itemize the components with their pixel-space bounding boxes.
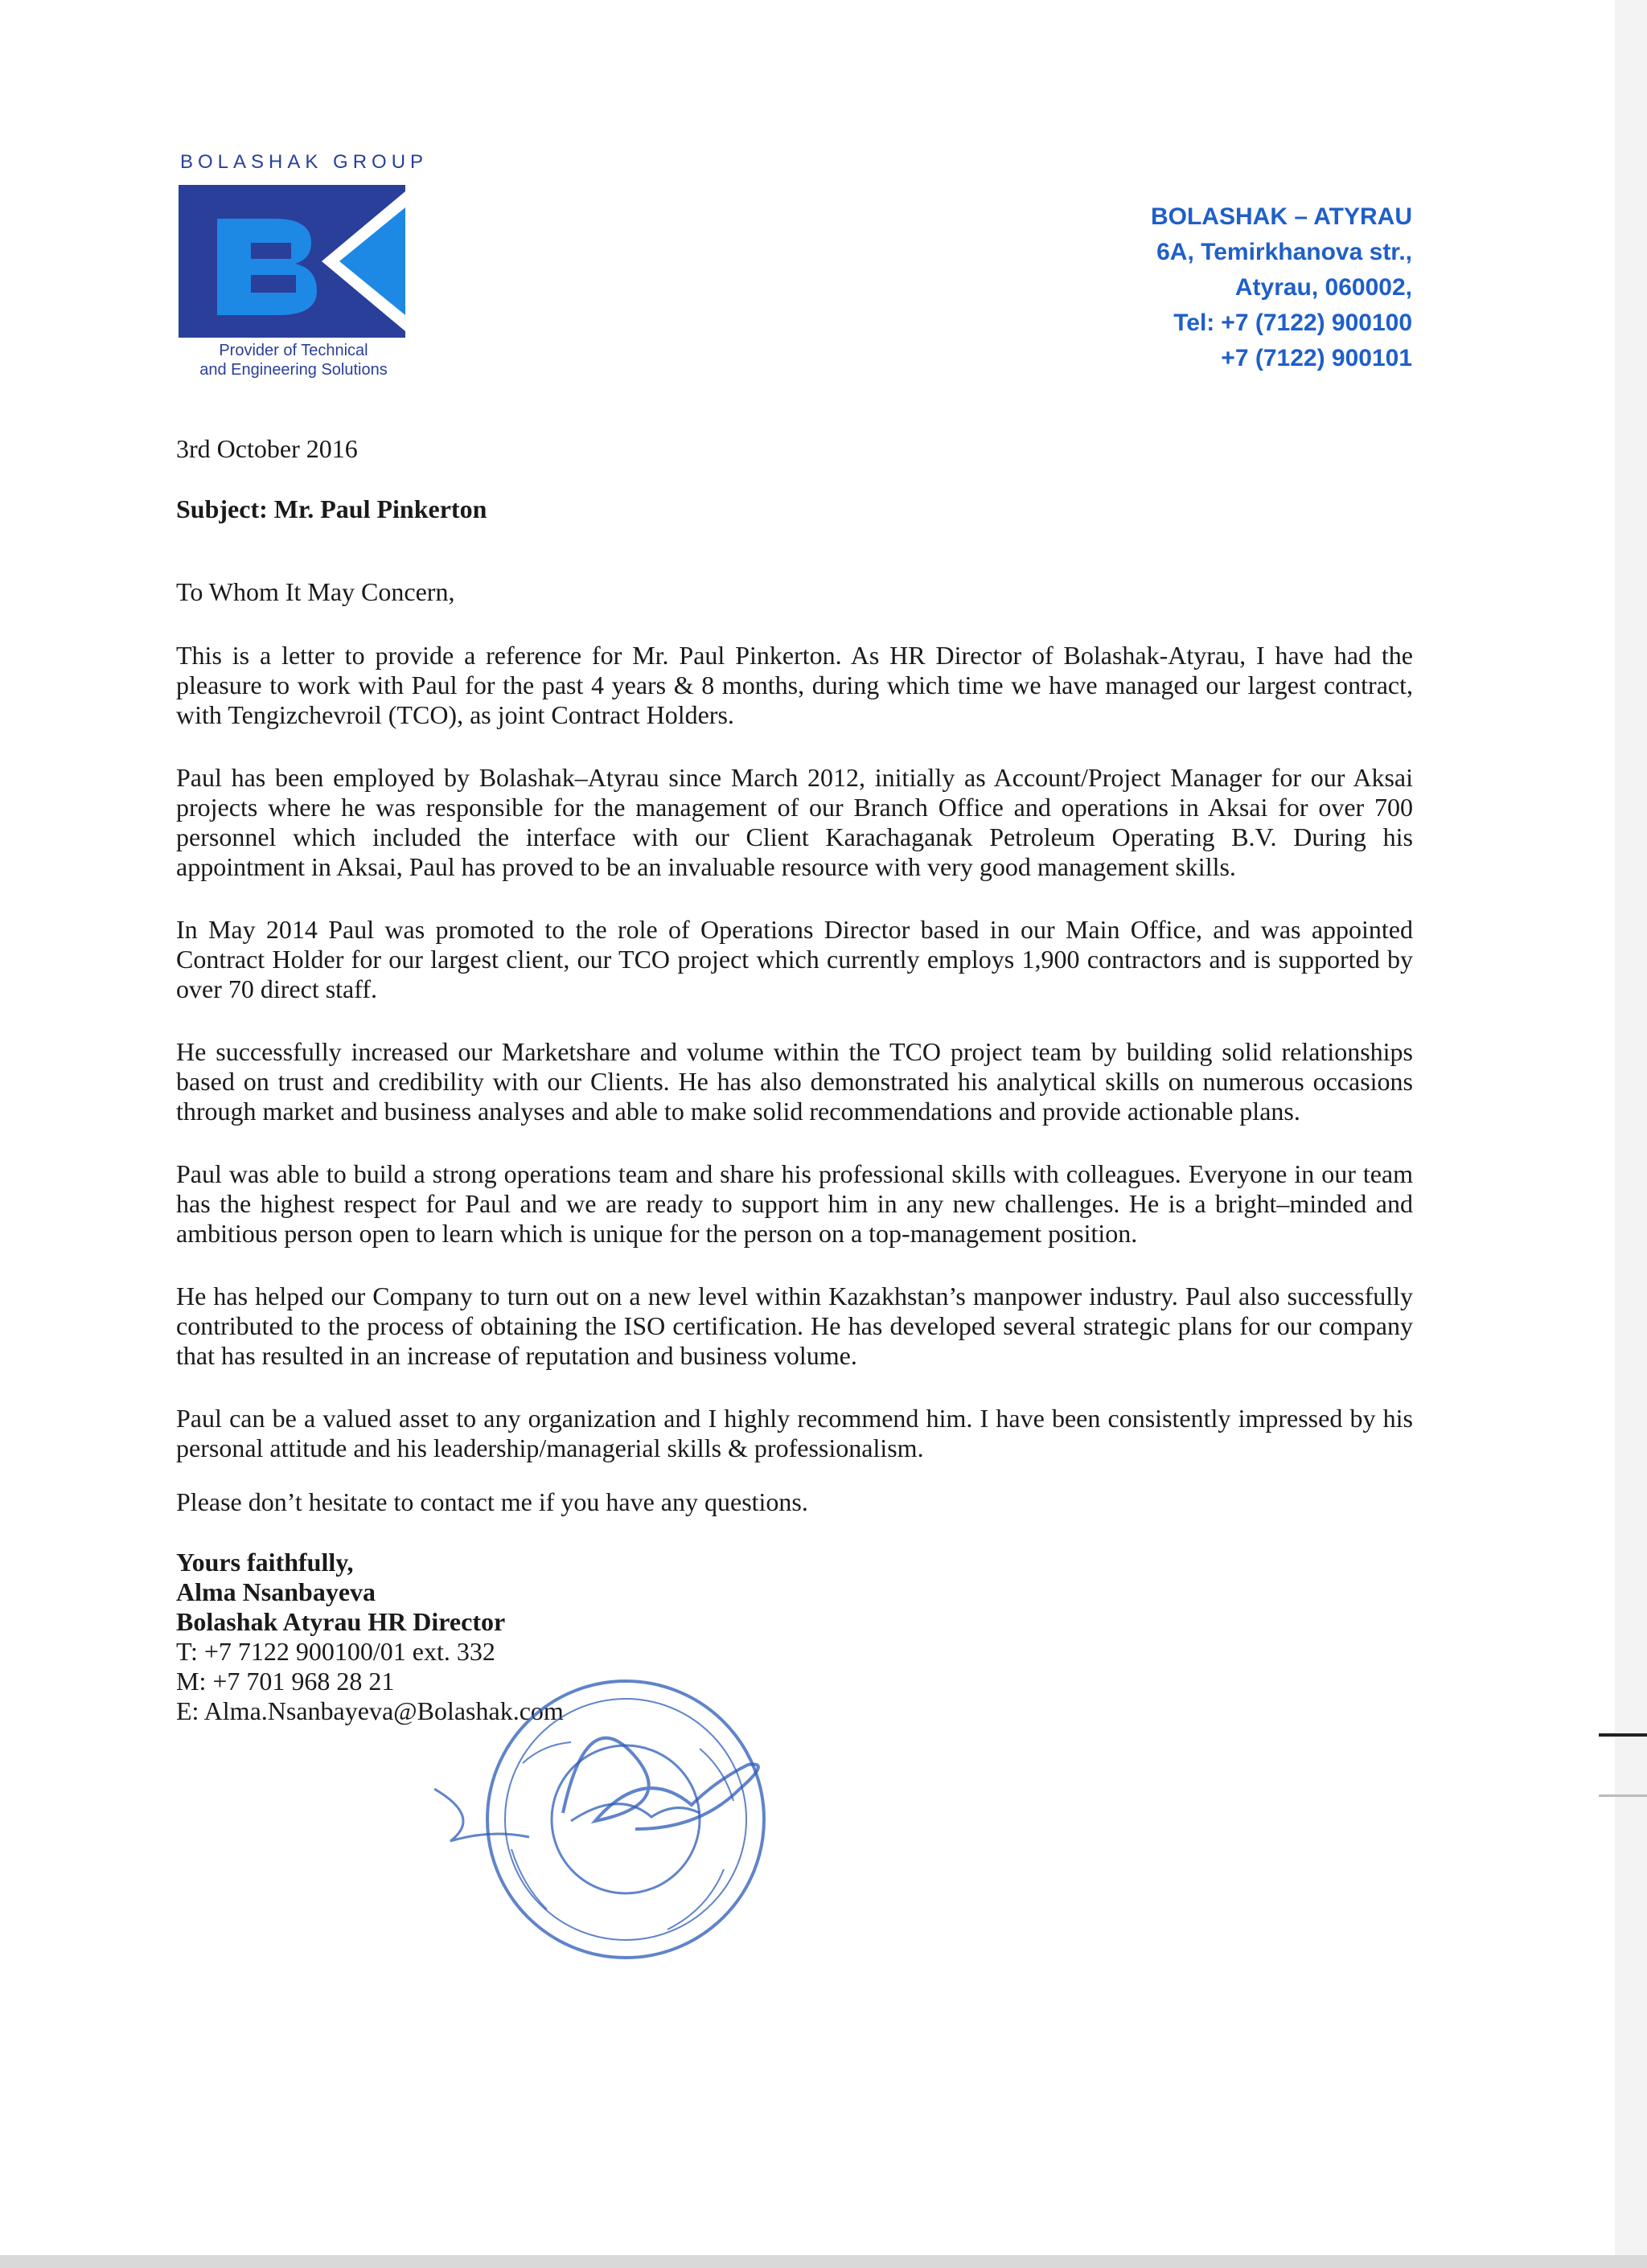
address-tel-label: Tel: [1173,310,1215,336]
address-tel-2: +7 (7122) 900101 [1221,345,1412,371]
closing-question: Please don’t hesitate to contact me if you have any questions. [176,1487,808,1516]
signature-block [176,1548,1413,1726]
address-city: Atyrau, 060002, [1234,274,1412,301]
paragraph: This is a letter to provide a reference for Mr. Paul Pinkerton. As HR Director of Bolashak-Atyrau, I have had the pleasure to work with Paul for the past 4 years & 8 months, during which time we have managed our largest contract, with Tengizchevroil (TCO), as joint Contract Holders. [176,641,1413,729]
company-stamp-icon [434,1668,772,1974]
logo-brand-name: BOLASHAK GROUP [180,151,429,173]
scan-edge-mark [1599,1733,1647,1737]
logo-tagline-line-2: and Engineering Solutions [199,361,388,379]
letter-subject: Subject: Mr. Paul Pinkerton [176,494,487,523]
logo-tagline [177,341,410,379]
signer-name: Alma Nsanbayeva [176,1577,376,1606]
scan-edge [1615,0,1647,2268]
address-tel-1 [1151,306,1412,341]
signer-mobile: M: +7 701 968 28 21 [176,1667,395,1696]
paragraph: Paul was able to build a strong operations team and share his professional skills with colleagues. Everyone in our team has the highest respect for Paul and we are ready to support him in any new challenges. He is a bright–minded and ambitious person open to learn which is unique for the person on a top-management position. [176,1159,1413,1248]
bk-logo-icon [179,185,405,338]
paragraph: In May 2014 Paul was promoted to the role of Operations Director based in our Main Office, and was appointed Contract Holder for our largest client, our TCO project which currently employs 1,900 contractors and is supported by over 70 direct staff. [176,915,1413,1003]
paragraph: Paul can be a valued asset to any organization and I highly recommend him. I have been consistently impressed by his personal attitude and his leadership/managerial skills & professionalism. [176,1404,1413,1462]
logo-tagline-line-1: Provider of Technical [219,342,368,359]
paragraph: He has helped our Company to turn out on a new level within Kazakhstan’s manpower industry. Paul also successfully contributed to the process of obtaining the ISO certification. He has developed several strategic plans for our company that has resulted in an increase of reputation and business volume. [176,1282,1413,1370]
scan-edge-bottom [0,2255,1647,2268]
address-company: BOLASHAK – ATYRAU [1150,203,1412,230]
valediction: Yours faithfully, [176,1548,354,1577]
letter-date: 3rd October 2016 [176,434,358,463]
company-logo [177,151,429,379]
letter-greeting: To Whom It May Concern, [176,577,455,606]
letter-body [176,434,1413,1726]
paragraph: Paul has been employed by Bolashak–Atyrau since March 2012, initially as Account/Project Manager for our Aksai projects where he was responsible for the management of our Branch Office and operations in Aksai for over 700 personnel which included the interface with our Client Karachaganak Petroleum Operating B.V. During his appointment in Aksai, Paul has proved to be an invaluable resource with very good management skills. [176,763,1413,881]
address-tel-1-number: +7 (7122) 900100 [1221,310,1412,336]
company-address [1151,199,1412,376]
scan-edge-mark [1599,1794,1647,1797]
address-street: 6A, Temirkhanova str., [1156,239,1412,265]
signer-phone: T: +7 7122 900100/01 ext. 332 [176,1637,495,1666]
paragraph: He successfully increased our Marketshare and volume within the TCO project team by building solid relationships based on trust and credibility with our Clients. He has also demonstrated his analytical skills on numerous occasions through market and business analyses and able to make solid recommendations and provide actionable plans. [176,1037,1413,1126]
signer-email: E: Alma.Nsanbayeva@Bolashak.com [176,1696,564,1725]
signer-title: Bolashak Atyrau HR Director [176,1607,506,1636]
